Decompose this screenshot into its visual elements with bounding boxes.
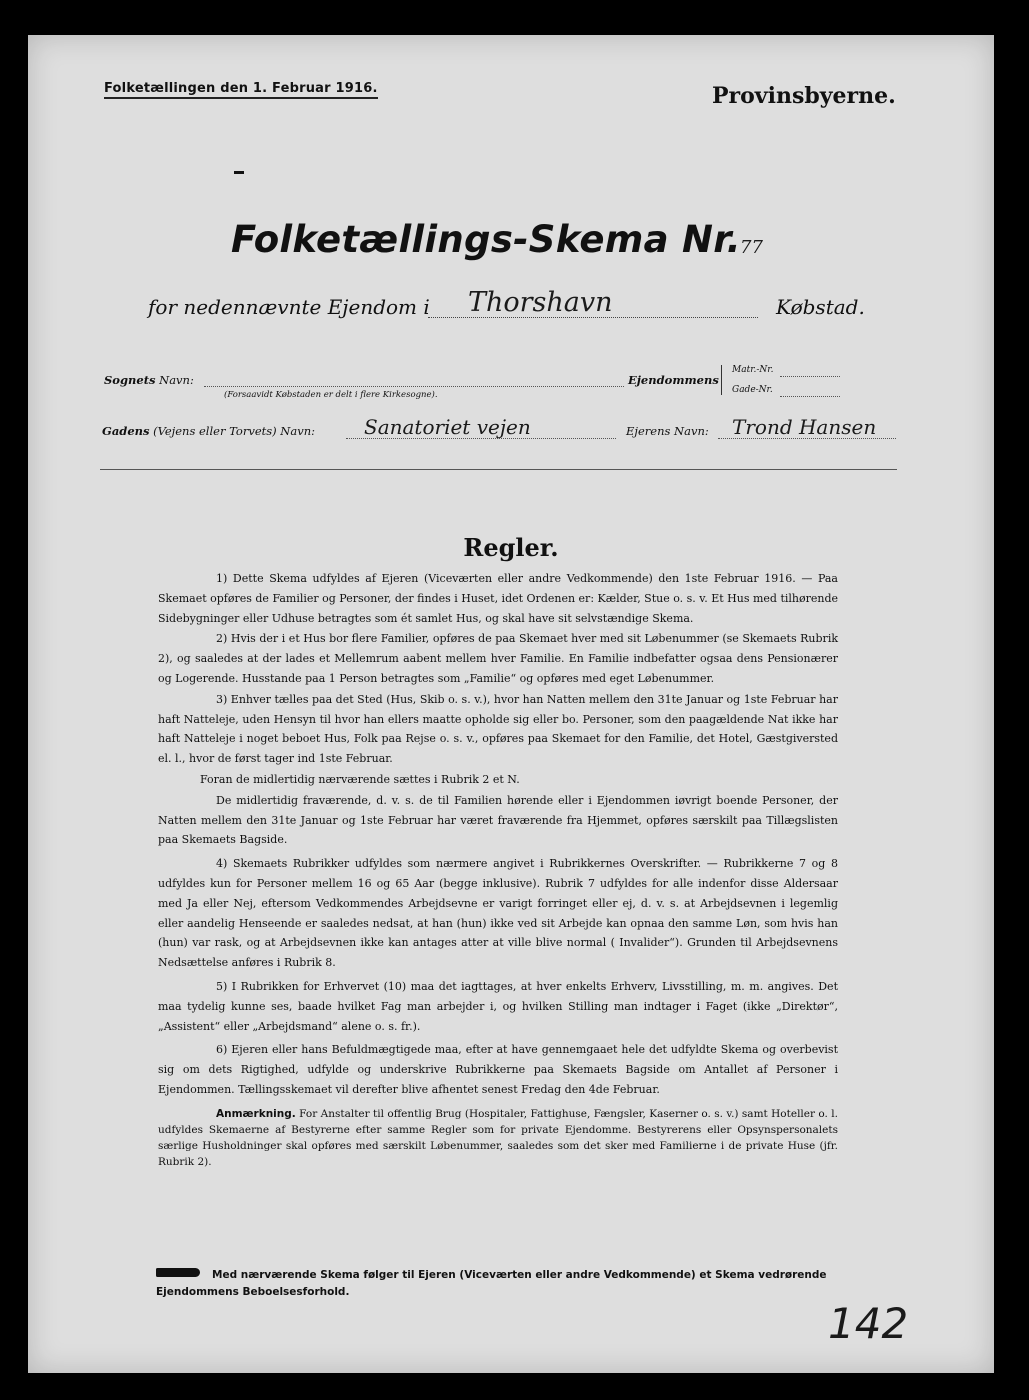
gade-nr-label: Gade-Nr. xyxy=(732,385,773,395)
census-form-page xyxy=(28,35,994,1373)
subtitle-suffix: Købstad. xyxy=(776,295,865,319)
ejendom-label: Ejendommens xyxy=(628,373,719,387)
sogn-label xyxy=(104,373,194,387)
note-label: Anmærkning. xyxy=(216,1107,296,1120)
rules-body xyxy=(158,569,838,1171)
sogn-label-bold: Sognets xyxy=(104,373,156,387)
section-divider xyxy=(100,469,897,470)
form-number: 77 xyxy=(740,237,763,258)
gade-label-bold: Gadens xyxy=(102,424,150,438)
pointing-hand-icon xyxy=(156,1268,200,1277)
region-header: Provinsbyerne. xyxy=(712,83,896,109)
rule-4: 4) Skemaets Rubrikker udfyldes som nærmere angivet i Rubrikkernes Overskrifter. — Rubrikkerne 7 og 8 udfyldes kun for Personer mellem 16 og 65 Aar (begge inklusive). Rubrik 7 udfyldes for alle indenfor disse Aldersaar med Ja eller Nej, eftersom Vedkommendes Arbejdsevne er varigt forringet eller ej, d. v. s. at Arbejdsevnen i legemlig eller aandelig Henseende er saaledes nedsat, at han (hun) ikke ved sit Arbejde kan opnaa den samme Løn, som hvis han (hun) var rask, og at Arbejdsevnen ikke kan antages atter at ville blive normal ( Invalider“). Grunden til Arbejdsevnens Nedsættelse anføres i Rubrik 8. xyxy=(158,857,838,970)
rule-3b: Foran de midlertidig nærværende sættes i Rubrik 2 et N. xyxy=(200,772,520,786)
rule-3c: De midlertidig fraværende, d. v. s. de til Familien hørende eller i Ejendommen iøvrigt boende Personer, der Natten mellem den 31te Januar og 1ste Februar har været fraværende fra Hjemmet, opføres særskilt paa Tillægslisten paa Skemaets Bagside. xyxy=(158,793,838,847)
rules-heading: Regler. xyxy=(463,533,559,562)
gade-label xyxy=(102,424,315,438)
matr-label: Matr.-Nr. xyxy=(732,365,774,375)
place-handwritten: Thorshavn xyxy=(468,287,613,318)
note-text: For Anstalter til offentlig Brug (Hospitaler, Fattighuse, Fængsler, Kaserner o. s. v.) samt Hoteller o. l. udfyldes Skemaerne af Bestyrerne efter samme Regler som for private Ejendomme. Bestyrerens eller Opsynspersonalets særlige Husholdninger skal opføres med særskilt Løbenummer, saaledes som det sker med Familierne i de private Huse (jfr. Rubrik 2). xyxy=(158,1107,838,1168)
form-title: Folketællings-Skema Nr. xyxy=(231,218,741,261)
sogn-note: (Forsaavidt Købstaden er delt i flere Kirkesogne). xyxy=(224,390,438,400)
rule-2: 2) Hvis der i et Hus bor flere Familier, opføres de paa Skemaet hver med sit Løbenummer (se Skemaets Rubrik 2), og saaledes at der lades et Mellemrum aabent mellem hver Familie. En Familie indbefatter ogsaa dens Pensionærer og Logerende. Husstande paa 1 Person betragtes som „Familie“ og opføres med eget Løbenummer. xyxy=(158,632,838,685)
ejer-label: Ejerens Navn: xyxy=(626,424,709,438)
gade-handwritten: Sanatoriet vejen xyxy=(364,415,531,439)
rule-5: 5) I Rubrikken for Erhvervet (10) maa det iagttages, at hver enkelts Erhverv, Livsstilling, m. m. angives. Det maa tydelig kunne ses, baade hvilket Fag man arbejder i, og hvilken Stilling man indtager i Faget (ikke „Direktør“, „Assistent“ eller „Arbejdsmand“ alene o. s. fr.). xyxy=(158,979,838,1033)
ejer-handwritten: Trond Hansen xyxy=(732,415,877,439)
rule-6: 6) Ejeren eller hans Befuldmægtigede maa, efter at have gennemgaaet hele det udfyldte Skema og overbevist sig om dets Rigtighed, udfylde og underskrive Rubrikkerne paa Skemaets Bagside om Antallet af Personer i Ejendommen. Tællingsskemaet vil derefter blive afhentet senest Fredag den 4de Februar. xyxy=(158,1043,838,1096)
rule-1: 1) Dette Skema udfyldes af Ejeren (Viceværten eller andre Vedkommende) den 1ste Februar 1916. — Paa Skemaet opføres de Familier og Personer, der findes i Huset, idet Ordenen er: Kælder, Stue o. s. v. Et Hus med tilhørende Sidebygninger eller Udhuse betragtes som ét samlet Hus, og skal have sit selvstændige Skema. xyxy=(158,572,839,625)
footer-text: Med nærværende Skema følger til Ejeren (Viceværten eller andre Vedkommende) et Skema vedrørende Ejendommens Beboelsesforhold. xyxy=(156,1269,827,1298)
dash-mark xyxy=(234,171,244,174)
sogn-label-rest: Navn: xyxy=(159,373,194,387)
sogn-field-line xyxy=(204,386,624,387)
census-date-header: Folketællingen den 1. Februar 1916. xyxy=(104,81,378,99)
footer-note xyxy=(156,1267,856,1301)
page-number-handwritten: 142 xyxy=(828,1299,909,1348)
note-paragraph xyxy=(158,1106,838,1170)
gade-label-rest: (Vejens eller Torvets) Navn: xyxy=(153,424,315,438)
matr-field-line xyxy=(780,376,840,377)
rule-3: 3) Enhver tælles paa det Sted (Hus, Skib o. s. v.), hvor han Natten mellem den 31te Januar og 1ste Februar har haft Natteleje, uden Hensyn til hvor han ellers maatte opholde sig eller bo. Personer, som den paagældende Nat ikke har haft Natteleje i noget beboet Hus, Folk paa Rejse o. s. v., opføres paa Skemaet for den Familie, det Hotel, Gæstgiversted el. l., hvor de først tager ind 1ste Februar. xyxy=(158,692,838,766)
subtitle-prefix: for nedennævnte Ejendom i xyxy=(148,295,430,319)
gade-nr-field-line xyxy=(780,396,840,397)
bracket-mark xyxy=(721,365,722,395)
